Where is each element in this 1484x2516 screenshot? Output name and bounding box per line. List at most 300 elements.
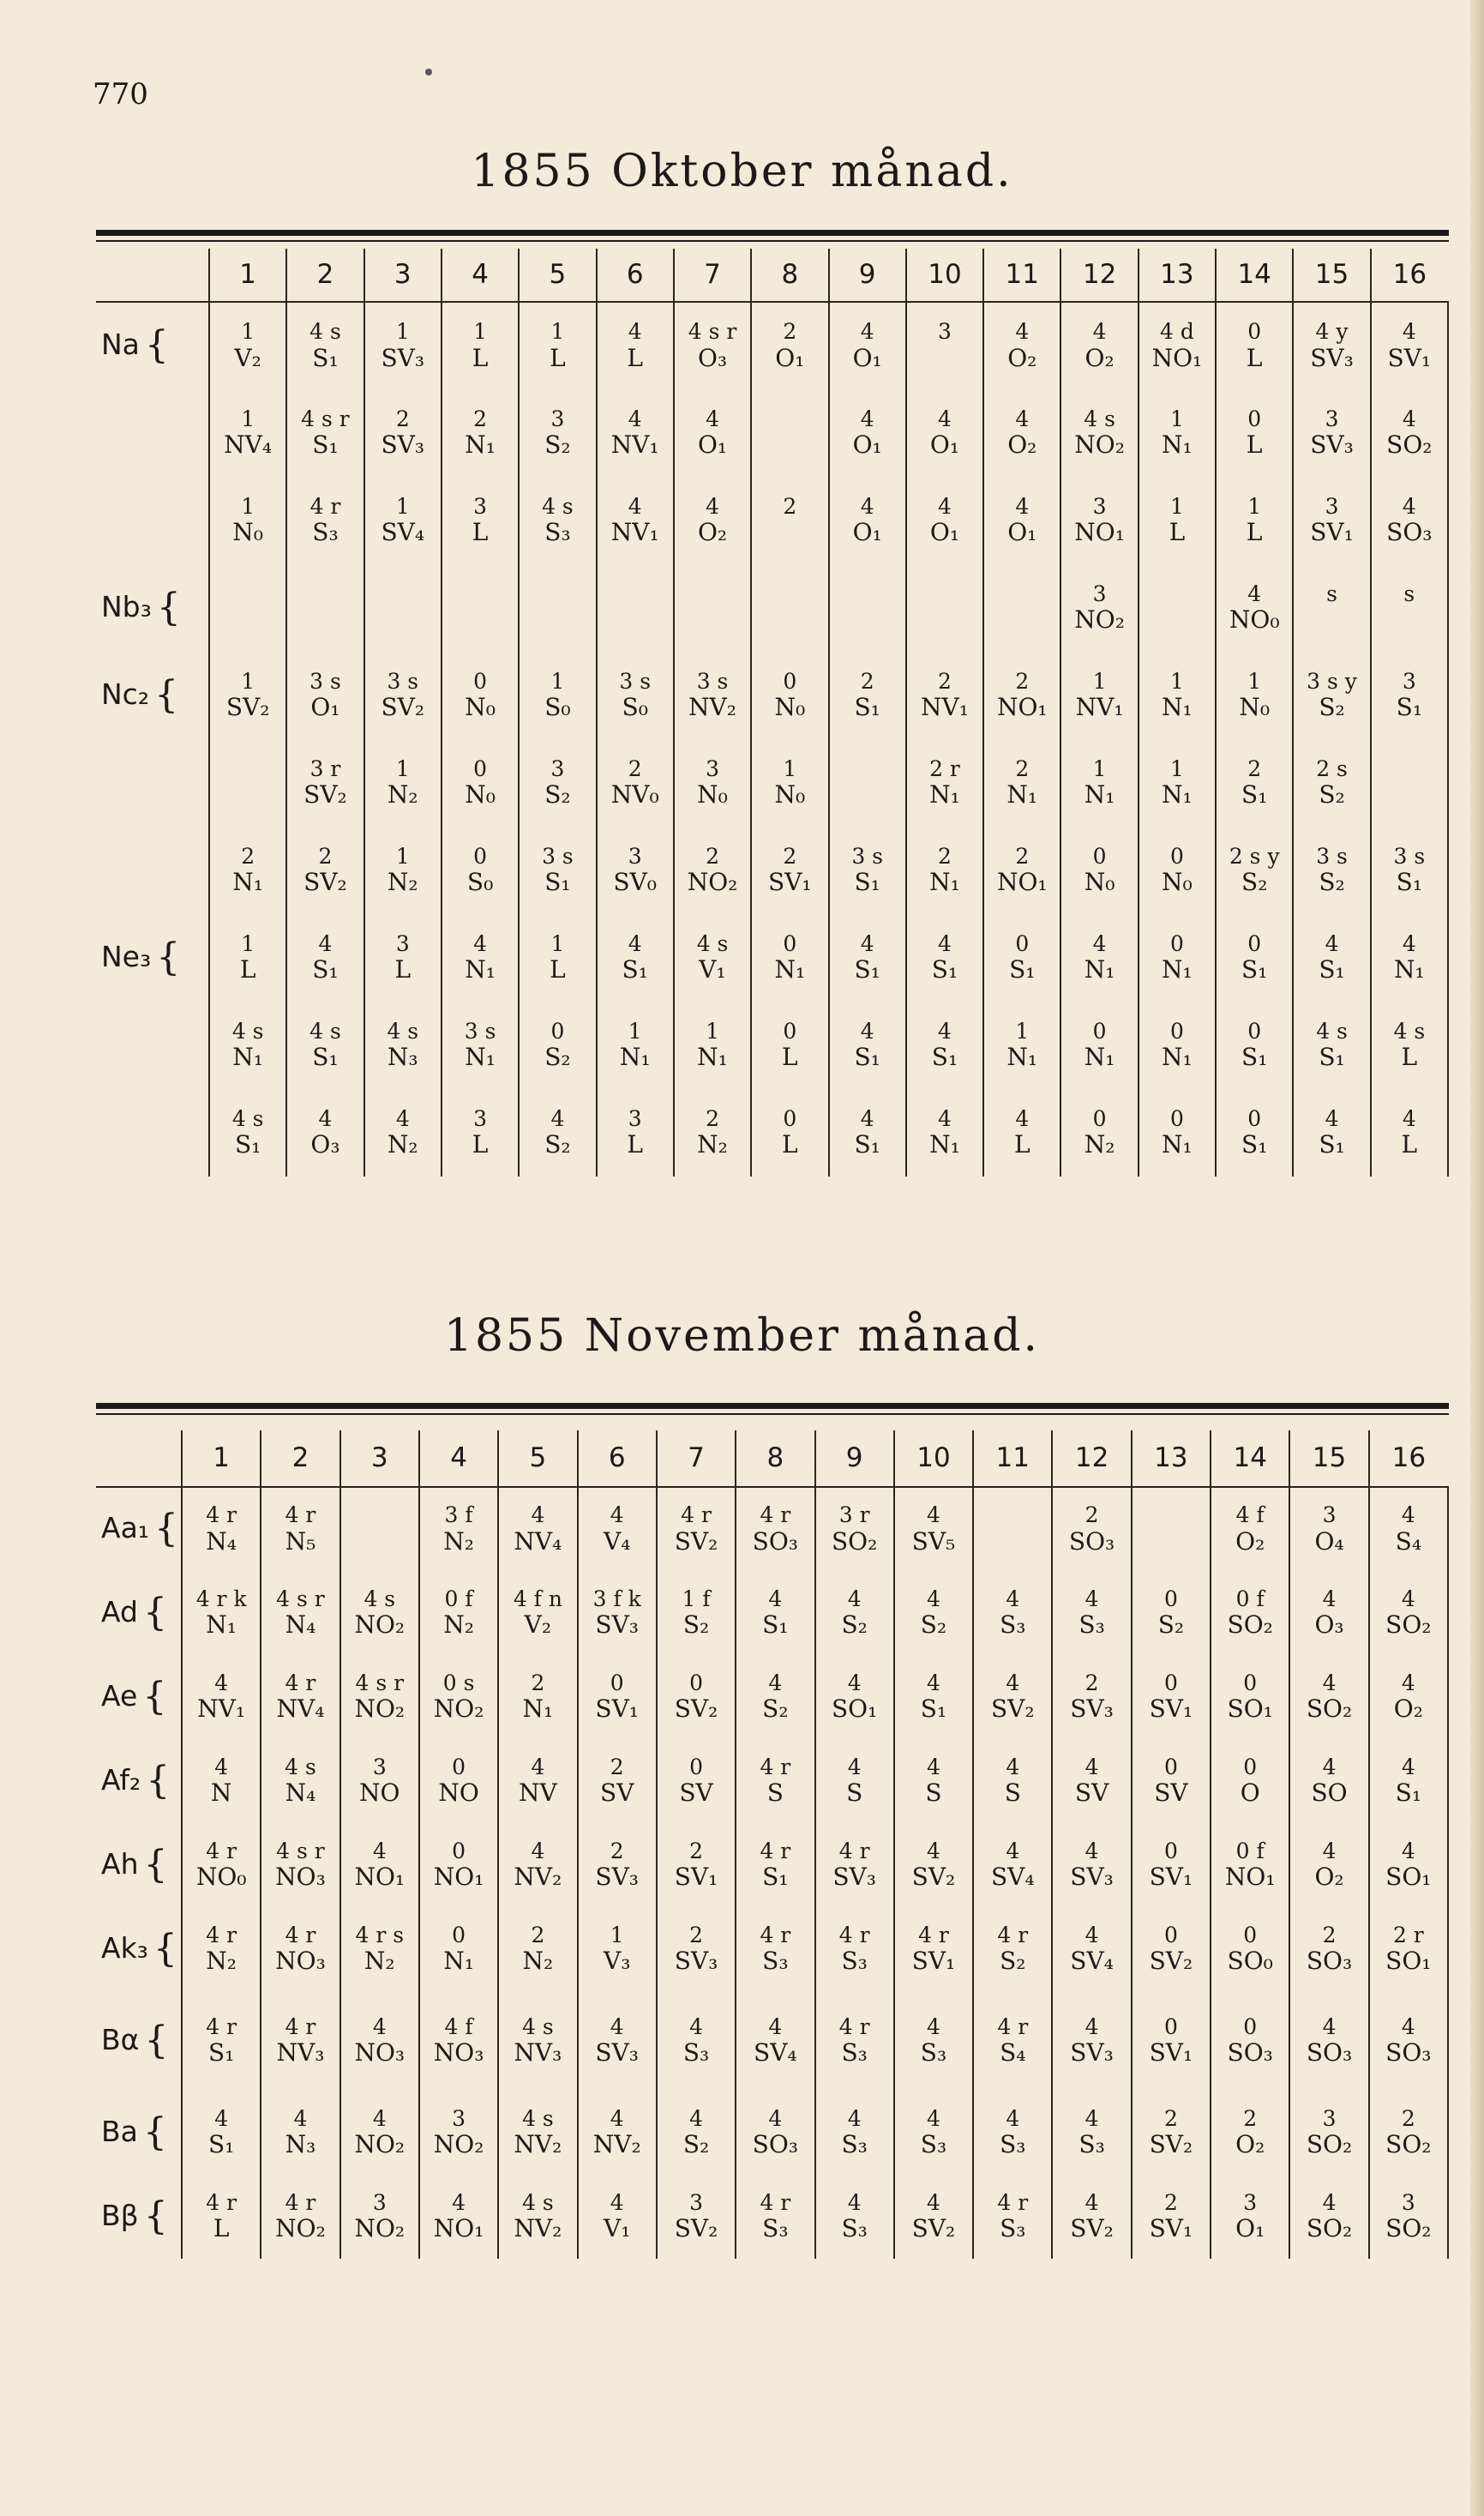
november-obs-cell: 4 r S [736,1739,814,1823]
november-obs-cell: 4 r S₃ [736,1907,814,1991]
october-obs-cell: 2 [751,477,828,564]
october-obs-cell: 0 L [1216,302,1293,389]
october-obs-cell: 2 NO₁ [983,652,1060,739]
october-obs-cell: 4 O₁ [906,477,983,564]
november-obs-cell: 4 SV₄ [736,1991,814,2091]
october-obs-cell: 2 r N₁ [906,739,983,827]
november-obs-cell: 4 SO₂ [1289,1655,1368,1739]
november-day-header: 11 [973,1430,1052,1487]
november-obs-cell: 4 SO₃ [1369,1991,1448,2091]
november-obs-cell: 2 SV₃ [657,1907,736,1991]
october-row-label: Ne₃ { [101,935,181,979]
november-obs-cell: 2 SV₁ [657,1823,736,1907]
october-obs-cell: 4 s N₁ [209,1002,286,1089]
october-obs-cell: 0 N₁ [1139,1002,1216,1089]
october-day-header: 9 [829,249,906,302]
november-obs-cell: 4 NO₁ [340,1823,419,1907]
november-obs-cell: 4 r S₃ [815,1907,894,1991]
october-obs-cell: 0 N₀ [751,652,828,739]
october-obs-cell: 3 L [442,1089,519,1177]
october-obs-cell [364,564,442,652]
november-obs-cell: 0 SV₁ [1132,1991,1211,2091]
october-obs-cell: 1 N₁ [1060,739,1138,827]
november-obs-cell: 0 S₂ [1132,1571,1211,1655]
november-obs-cell: 2 N₂ [498,1907,577,1991]
october-obs-cell: 4 NV₁ [597,389,674,477]
october-obs-cell: 2 N₁ [442,389,519,477]
november-obs-cell: 4 S₃ [815,2091,894,2175]
october-obs-cell: 4 N₁ [1060,914,1138,1002]
november-obs-cell: 4 S₃ [657,1991,736,2091]
october-top-rule [96,230,1449,236]
november-obs-cell: 4 r L [182,2175,261,2259]
november-obs-cell: 4 S₃ [894,2091,973,2175]
october-obs-cell: 4 O₁ [983,477,1060,564]
november-obs-cell: 4 N [182,1739,261,1823]
october-obs-cell: 0 L [751,1089,828,1177]
november-obs-cell: 2 SV₂ [1132,2091,1211,2175]
october-obs-cell: 3 NO₂ [1060,564,1138,652]
october-obs-cell: 4 NV₁ [597,477,674,564]
october-obs-cell: 4 s NO₂ [1060,389,1138,477]
october-obs-cell: 4 SO₂ [1371,389,1448,477]
november-obs-cell: 4 NO₁ [419,2175,498,2259]
november-obs-cell: 4 SV₂ [1052,2175,1131,2259]
november-obs-cell: 2 O₂ [1211,2091,1289,2175]
october-obs-cell: 3 SV₁ [1293,477,1370,564]
november-obs-cell: 0 f N₂ [419,1571,498,1655]
november-obs-cell: 4 S [815,1739,894,1823]
october-obs-cell: 2 N₂ [674,1089,751,1177]
october-row [96,389,1448,477]
october-obs-cell [906,564,983,652]
november-obs-cell: 4 SV₃ [1052,1991,1131,2091]
october-row [96,739,1448,827]
november-obs-cell: 3 f k SV₃ [578,1571,657,1655]
october-row [96,1089,1448,1177]
november-day-header: 2 [261,1430,339,1487]
november-obs-cell: 4 S [894,1739,973,1823]
october-obs-cell [751,389,828,477]
october-obs-cell: 4 y SV₃ [1293,302,1370,389]
november-obs-cell [340,1487,419,1571]
november-obs-cell: 2 SV [578,1739,657,1823]
october-obs-cell: 4 s S₁ [286,302,363,389]
november-obs-cell: 4 r N₂ [182,1907,261,1991]
october-obs-cell: 3 SV₀ [597,827,674,914]
october-obs-cell: 4 s S₁ [286,1002,363,1089]
november-day-header: 14 [1211,1430,1289,1487]
november-row-label: Aa₁ { [101,1507,179,1551]
november-obs-cell: 0 NO [419,1739,498,1823]
november-obs-cell: 4 S₁ [894,1655,973,1739]
november-obs-cell: 4 S₂ [657,2091,736,2175]
october-obs-cell: 2 s S₂ [1293,739,1370,827]
october-obs-cell: 3 S₂ [519,389,596,477]
october-obs-cell: 0 S₁ [983,914,1060,1002]
october-obs-cell: 4 O₁ [829,302,906,389]
october-obs-cell: 0 N₁ [751,914,828,1002]
october-obs-cell: 0 N₀ [442,739,519,827]
october-row-label [96,389,209,477]
november-obs-cell: 3 r SO₂ [815,1487,894,1571]
november-obs-cell: 4 s N₄ [261,1739,339,1823]
october-row [96,1002,1448,1089]
november-obs-cell: 3 NO₂ [340,2175,419,2259]
october-obs-cell: 0 S₀ [442,827,519,914]
november-day-header: 16 [1369,1430,1448,1487]
october-obs-cell: 1 S₀ [519,652,596,739]
november-obs-cell: 0 SV [1132,1739,1211,1823]
october-obs-cell: 1 N₁ [1139,652,1216,739]
october-obs-cell: 1 L [209,914,286,1002]
october-title: 1855 Oktober månad. [471,146,1013,197]
november-row [96,1739,1448,1823]
november-obs-cell: 0 SV₂ [1132,1907,1211,1991]
november-obs-cell: 4 SV₃ [578,1991,657,2091]
october-obs-cell: 4 s S₁ [209,1089,286,1177]
november-obs-cell: 0 O [1211,1739,1289,1823]
november-obs-cell: 4 r S₃ [736,2175,814,2259]
november-obs-cell: 4 r N₄ [182,1487,261,1571]
november-day-header: 8 [736,1430,814,1487]
page-number: 770 [93,77,148,111]
november-obs-cell: 4 f O₂ [1211,1487,1289,1571]
october-obs-cell: 2 NV₀ [597,739,674,827]
october-obs-cell: 2 s y S₂ [1216,827,1293,914]
october-obs-cell: 1 N₁ [1139,739,1216,827]
october-day-header: 12 [1060,249,1138,302]
november-obs-cell: 1 V₃ [578,1907,657,1991]
october-obs-cell: 4 s L [1371,1002,1448,1089]
october-obs-cell: 1 N₀ [751,739,828,827]
october-obs-cell: 3 L [597,1089,674,1177]
november-obs-cell [973,1487,1052,1571]
november-row [96,1823,1448,1907]
november-obs-cell: 0 SO₃ [1211,1991,1289,2091]
november-obs-cell: 2 N₁ [498,1655,577,1739]
november-obs-cell: 3 O₄ [1289,1487,1368,1571]
november-row-label: Af₂ { [101,1758,171,1803]
october-obs-cell [209,739,286,827]
october-obs-cell: 4 s r S₁ [286,389,363,477]
november-obs-cell: 0 SO₁ [1211,1655,1289,1739]
october-obs-cell: 0 N₁ [1139,914,1216,1002]
october-day-header: 1 [209,249,286,302]
november-obs-cell: 4 SO₂ [1369,1571,1448,1655]
october-obs-cell: 3 [906,302,983,389]
october-obs-cell: 4 SO₃ [1371,477,1448,564]
october-row-label [96,1002,209,1089]
november-obs-cell: 0 SO₀ [1211,1907,1289,1991]
november-obs-cell: 0 SV₂ [657,1655,736,1739]
november-obs-cell: 4 r s N₂ [340,1907,419,1991]
november-obs-cell: 4 s NV₂ [498,2175,577,2259]
november-obs-cell: 2 SO₃ [1289,1907,1368,1991]
november-obs-cell: 4 r SV₂ [657,1487,736,1571]
november-obs-cell: 4 r SO₃ [736,1487,814,1571]
october-obs-cell: 0 S₂ [519,1002,596,1089]
november-obs-cell: 4 SV₄ [1052,1907,1131,1991]
october-obs-cell: 1 NV₄ [209,389,286,477]
october-obs-cell: 2 N₁ [209,827,286,914]
october-top-rule-thin [96,240,1449,242]
november-obs-cell: 0 f SO₂ [1211,1571,1289,1655]
november-row-label: Ae { [101,1674,167,1718]
october-obs-cell: 1 N₁ [674,1002,751,1089]
october-obs-cell: 1 V₂ [209,302,286,389]
october-obs-cell: 2 N₁ [983,739,1060,827]
october-obs-cell: 1 L [519,914,596,1002]
october-obs-cell: 0 L [751,1002,828,1089]
october-obs-cell: 0 N₁ [1139,1089,1216,1177]
november-obs-cell: 0 N₁ [419,1907,498,1991]
november-obs-cell: 2 SO₂ [1369,2091,1448,2175]
november-top-rule [96,1403,1449,1409]
october-row-label [96,739,209,827]
november-obs-cell: 2 SV₁ [1132,2175,1211,2259]
november-row-label: Ak₃ { [101,1926,177,1971]
october-row [96,652,1448,739]
october-obs-cell: 4 S₁ [597,914,674,1002]
november-obs-cell: 4 NV₂ [578,2091,657,2175]
october-obs-cell: 4 O₁ [674,389,751,477]
october-obs-cell: 4 s S₃ [519,477,596,564]
october-obs-cell: 2 NO₁ [983,827,1060,914]
october-obs-cell [751,564,828,652]
october-obs-cell: 3 r SV₂ [286,739,363,827]
november-obs-cell: 0 SV₁ [1132,1823,1211,1907]
october-obs-cell: 4 S₂ [519,1089,596,1177]
october-row-label [96,1089,209,1177]
october-obs-cell: 4 O₂ [1060,302,1138,389]
october-obs-cell: 2 NV₁ [906,652,983,739]
november-obs-cell: 4 V₁ [578,2175,657,2259]
november-row-label: Ad { [101,1590,167,1634]
october-obs-cell: 4 S₁ [286,914,363,1002]
november-obs-cell: 4 r k N₁ [182,1571,261,1655]
october-obs-cell: 4 s V₁ [674,914,751,1002]
november-obs-cell: 3 SV₂ [657,2175,736,2259]
october-obs-cell: 1 N₂ [364,827,442,914]
october-obs-cell [829,739,906,827]
november-obs-cell: 3 f N₂ [419,1487,498,1571]
october-obs-cell: 3 s O₁ [286,652,363,739]
october-obs-cell: 1 L [519,302,596,389]
november-obs-cell: 4 S₃ [1052,2091,1131,2175]
october-obs-cell: 0 S₁ [1216,914,1293,1002]
october-obs-cell: 3 s SV₂ [364,652,442,739]
november-obs-cell: 4 SV₂ [973,1655,1052,1739]
november-obs-cell: 4 V₄ [578,1487,657,1571]
november-day-header: 4 [419,1430,498,1487]
october-obs-cell: 4 S₁ [906,1002,983,1089]
october-obs-cell: 3 s S₁ [1371,827,1448,914]
october-obs-cell: 0 N₂ [1060,1089,1138,1177]
october-obs-cell: 3 s NV₂ [674,652,751,739]
october-day-header: 5 [519,249,596,302]
november-obs-cell: 4 r NO₂ [261,2175,339,2259]
november-title: 1855 November månad. [443,1310,1041,1362]
november-obs-cell: 4 SO₃ [736,2091,814,2175]
november-day-header: 1 [182,1430,261,1487]
november-obs-cell: 4 S₂ [815,1571,894,1655]
november-row [96,1907,1448,1991]
november-obs-cell: 4 s r NO₂ [340,1655,419,1739]
october-obs-cell: 0 N₀ [1060,827,1138,914]
november-obs-cell: 4 s r N₄ [261,1571,339,1655]
october-row [96,477,1448,564]
november-obs-cell: 4 NO₂ [340,2091,419,2175]
october-obs-cell: 3 L [364,914,442,1002]
november-day-header: 3 [340,1430,419,1487]
november-obs-cell: 4 S₂ [894,1571,973,1655]
november-obs-cell: 4 r NV₄ [261,1655,339,1739]
october-obs-cell: 2 SV₁ [751,827,828,914]
october-obs-cell: 3 S₁ [1371,652,1448,739]
october-obs-cell: 1 N₁ [983,1002,1060,1089]
november-obs-cell: 4 SV₂ [894,2175,973,2259]
november-obs-cell: 0 SV [657,1739,736,1823]
october-obs-cell: 0 L [1216,389,1293,477]
october-obs-cell: 4 O₂ [983,302,1060,389]
november-obs-cell: 4 r S₁ [736,1823,814,1907]
october-obs-cell: 4 s r O₃ [674,302,751,389]
october-row-label: Nc₂ { [101,672,179,717]
november-obs-cell: 4 S [973,1739,1052,1823]
october-day-header: 2 [286,249,363,302]
october-obs-cell: 4 L [1371,1089,1448,1177]
november-obs-cell: 2 SV₃ [1052,1655,1131,1739]
november-obs-cell: 4 SO₁ [1369,1823,1448,1907]
october-day-header: 3 [364,249,442,302]
october-obs-cell: 2 S₁ [829,652,906,739]
october-obs-cell: 4 O₁ [829,477,906,564]
november-obs-cell: 4 N₃ [261,2091,339,2175]
october-obs-cell: 1 N₂ [364,739,442,827]
october-obs-cell: 4 S₁ [906,914,983,1002]
november-obs-cell [1132,1487,1211,1571]
october-obs-cell: 4 O₂ [674,477,751,564]
november-day-header: 6 [578,1430,657,1487]
november-obs-cell: 4 S₃ [1052,1571,1131,1655]
november-obs-cell: 4 SV₅ [894,1487,973,1571]
november-obs-cell: 4 f n V₂ [498,1571,577,1655]
november-day-header: 13 [1132,1430,1211,1487]
november-table [96,1430,1449,2259]
november-obs-cell: 3 O₁ [1211,2175,1289,2259]
november-obs-cell: 3 SO₂ [1369,2175,1448,2259]
november-obs-cell: 1 f S₂ [657,1571,736,1655]
october-obs-cell: 4 N₁ [1371,914,1448,1002]
october-obs-cell: 0 S₁ [1216,1002,1293,1089]
october-obs-cell: 4 L [983,1089,1060,1177]
october-obs-cell: 2 SV₃ [364,389,442,477]
october-row-label: Nb₃ { [101,585,181,629]
october-day-header: 16 [1371,249,1448,302]
november-obs-cell: 4 r SV₁ [894,1907,973,1991]
october-obs-cell: 2 SV₂ [286,827,363,914]
october-obs-cell: 0 N₁ [1060,1002,1138,1089]
november-day-header: 10 [894,1430,973,1487]
october-obs-cell: 4 O₃ [286,1089,363,1177]
november-row [96,1655,1448,1739]
november-obs-cell: 4 r NV₃ [261,1991,339,2091]
november-row [96,1991,1448,2091]
october-obs-cell: 1 SV₃ [364,302,442,389]
november-row [96,2091,1448,2175]
october-table [96,249,1449,1177]
november-obs-cell: 0 NO₁ [419,1823,498,1907]
october-day-header: 7 [674,249,751,302]
october-row [96,827,1448,914]
november-obs-cell: 0 s NO₂ [419,1655,498,1739]
october-row [96,302,1448,389]
october-obs-cell: 1 L [1139,477,1216,564]
october-day-header: 6 [597,249,674,302]
november-obs-cell: 2 SV₃ [578,1823,657,1907]
october-obs-cell: 4 r S₃ [286,477,363,564]
october-obs-cell: 3 s S₂ [1293,827,1370,914]
november-obs-cell: 4 s NO₂ [340,1571,419,1655]
november-obs-cell: 4 SV [1052,1739,1131,1823]
october-obs-cell: 4 N₂ [364,1089,442,1177]
october-obs-cell [983,564,1060,652]
october-obs-cell: 1 NV₁ [1060,652,1138,739]
october-day-header: 15 [1293,249,1370,302]
october-obs-cell [1139,564,1216,652]
october-obs-cell: 2 NO₂ [674,827,751,914]
november-obs-cell: 4 r S₃ [973,2175,1052,2259]
november-obs-cell: 4 S₄ [1369,1487,1448,1571]
november-obs-cell: 4 S₃ [973,2091,1052,2175]
october-obs-cell: 1 N₁ [597,1002,674,1089]
october-obs-cell: 3 L [442,477,519,564]
october-obs-cell: 3 NO₁ [1060,477,1138,564]
november-obs-cell: 3 NO₂ [419,2091,498,2175]
november-obs-cell: 3 SO₂ [1289,2091,1368,2175]
november-day-header: 5 [498,1430,577,1487]
october-obs-cell [209,564,286,652]
october-row [96,564,1448,652]
october-obs-cell: 4 L [597,302,674,389]
november-obs-cell: 4 O₃ [1289,1571,1368,1655]
november-obs-cell: 4 s NV₃ [498,1991,577,2091]
november-obs-cell: 4 SO₂ [1289,2175,1368,2259]
november-corner [96,1430,182,1487]
october-obs-cell: 3 s N₁ [442,1002,519,1089]
november-obs-cell: 0 SV₁ [578,1655,657,1739]
october-obs-cell [442,564,519,652]
november-obs-cell: 4 r SV₃ [815,1823,894,1907]
october-obs-cell: s [1371,564,1448,652]
ink-dot [425,69,432,75]
october-obs-cell: 3 s y S₂ [1293,652,1370,739]
november-obs-cell: 4 s r NO₃ [261,1823,339,1907]
november-obs-cell: 4 NV₁ [182,1655,261,1739]
november-obs-cell: 4 SO₁ [815,1655,894,1739]
november-day-header: 12 [1052,1430,1131,1487]
november-obs-cell: 4 S₁ [736,1571,814,1655]
october-day-header: 13 [1139,249,1216,302]
november-obs-cell: 0 SV₁ [1132,1655,1211,1739]
november-row-label: Ah { [101,1842,168,1887]
october-obs-cell: 4 SV₁ [1371,302,1448,389]
november-obs-cell: 2 SO₃ [1052,1487,1131,1571]
october-day-header: 4 [442,249,519,302]
october-obs-cell: 4 N₁ [442,914,519,1002]
november-obs-cell: 4 r S₁ [182,1991,261,2091]
